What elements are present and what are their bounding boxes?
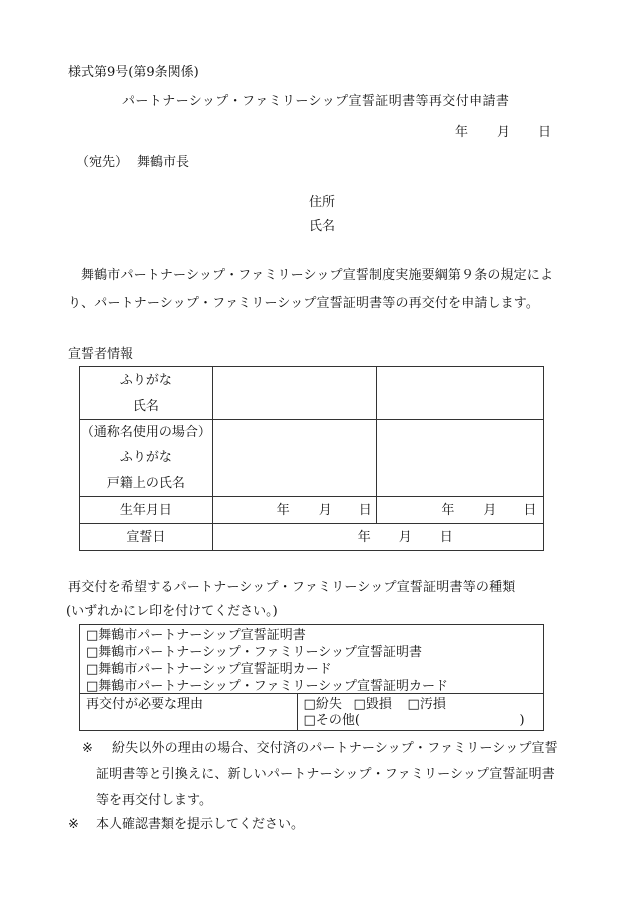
reissue-section-note: (いずれかにレ印を付けてください。) bbox=[66, 604, 278, 619]
date-day: 日 bbox=[538, 125, 552, 140]
footnote-1-mark: ※ bbox=[82, 741, 93, 756]
option-partnership-card[interactable]: □舞鶴市パートナーシップ宣誓証明カード bbox=[86, 662, 332, 677]
pledge-year: 年 bbox=[357, 530, 371, 545]
pledger1-name-field[interactable] bbox=[212, 367, 377, 420]
alias-note: （通称名使用の場合） bbox=[80, 425, 211, 441]
birth1-year: 年 bbox=[276, 503, 290, 518]
body-line-1: 舞鶴市パートナーシップ・ファミリーシップ宣誓制度実施要綱第９条の規定によ bbox=[81, 268, 554, 283]
pledger1-birthdate-field[interactable] bbox=[212, 497, 377, 524]
birth1-day: 日 bbox=[358, 503, 372, 518]
option-partnership-certificate[interactable]: □舞鶴市パートナーシップ宣誓証明書 bbox=[86, 628, 306, 643]
pledge-date-label: 宣誓日 bbox=[80, 524, 213, 551]
pledger2-name-field[interactable] bbox=[377, 367, 544, 420]
reason-damaged-checkbox[interactable]: □毀損 bbox=[353, 697, 392, 712]
addressee-name: 舞鶴市長 bbox=[137, 155, 190, 170]
reason-label-cell bbox=[80, 694, 298, 731]
name-label-cell bbox=[80, 367, 213, 420]
reissue-options-box bbox=[79, 624, 544, 694]
birth2-day: 日 bbox=[523, 503, 537, 518]
reason-other-checkbox[interactable]: □その他( bbox=[303, 713, 360, 728]
birth2-month: 月 bbox=[483, 503, 497, 518]
body-line-2: り、パートナーシップ・ファミリーシップ宣誓証明書等の再交付を申請します。 bbox=[68, 296, 540, 311]
pledger1-registered-name-field[interactable] bbox=[212, 420, 377, 497]
reason-label: 再交付が必要な理由 bbox=[86, 697, 204, 712]
reason-lost-checkbox[interactable]: □紛失 bbox=[303, 697, 342, 712]
pledger2-registered-name-field[interactable] bbox=[377, 420, 544, 497]
footnote-1-line-3: 等を再交付します。 bbox=[96, 793, 212, 808]
pledge-date-field[interactable] bbox=[212, 524, 543, 551]
footnote-2-mark: ※ bbox=[68, 817, 79, 832]
alias-label-cell bbox=[80, 420, 213, 497]
pledger-section-heading: 宣誓者情報 bbox=[68, 347, 134, 362]
footnote-1-line-2: 証明書等と引換えに、新しいパートナーシップ・ファミリーシップ宣誓証明書 bbox=[96, 767, 555, 782]
applicant-address-label: 住所 bbox=[309, 195, 336, 210]
birthdate-label: 生年月日 bbox=[80, 497, 213, 524]
option-partnership-familyship-certificate[interactable]: □舞鶴市パートナーシップ・ファミリーシップ宣誓証明書 bbox=[86, 645, 422, 660]
furigana-label: ふりがな bbox=[119, 372, 172, 388]
addressee-prefix: （宛先） bbox=[76, 155, 129, 170]
reason-options-cell bbox=[297, 694, 543, 731]
applicant-name-label: 氏名 bbox=[309, 219, 336, 234]
name-label: 氏名 bbox=[132, 398, 159, 414]
reason-other-close: ) bbox=[519, 713, 525, 728]
pledge-month: 月 bbox=[398, 530, 412, 545]
date-month: 月 bbox=[497, 125, 511, 140]
birth2-year: 年 bbox=[441, 503, 455, 518]
option-partnership-familyship-card[interactable]: □舞鶴市パートナーシップ・ファミリーシップ宣誓証明カード bbox=[86, 679, 448, 694]
pledge-day: 日 bbox=[439, 530, 453, 545]
pledger2-birthdate-field[interactable] bbox=[377, 497, 544, 524]
form-number: 様式第9号(第9条関係) bbox=[68, 65, 199, 80]
footnote-2-text: 本人確認書類を提示してください。 bbox=[96, 817, 305, 832]
furigana2-label: ふりがな bbox=[119, 450, 172, 466]
reason-table bbox=[79, 693, 544, 731]
footnote-1-line-1: 紛失以外の理由の場合、交付済のパートナーシップ・ファミリーシップ宣誓 bbox=[112, 741, 558, 756]
date-year: 年 bbox=[455, 125, 469, 140]
registered-name-label: 戸籍上の氏名 bbox=[106, 475, 185, 491]
document-title: パートナーシップ・ファミリーシップ宣誓証明書等再交付申請書 bbox=[122, 94, 510, 109]
reissue-section-heading: 再交付を希望するパートナーシップ・ファミリーシップ宣誓証明書等の種類 bbox=[68, 580, 516, 595]
reason-soiled-checkbox[interactable]: □汚損 bbox=[407, 697, 446, 712]
pledger-info-table bbox=[79, 366, 544, 551]
birth1-month: 月 bbox=[318, 503, 332, 518]
